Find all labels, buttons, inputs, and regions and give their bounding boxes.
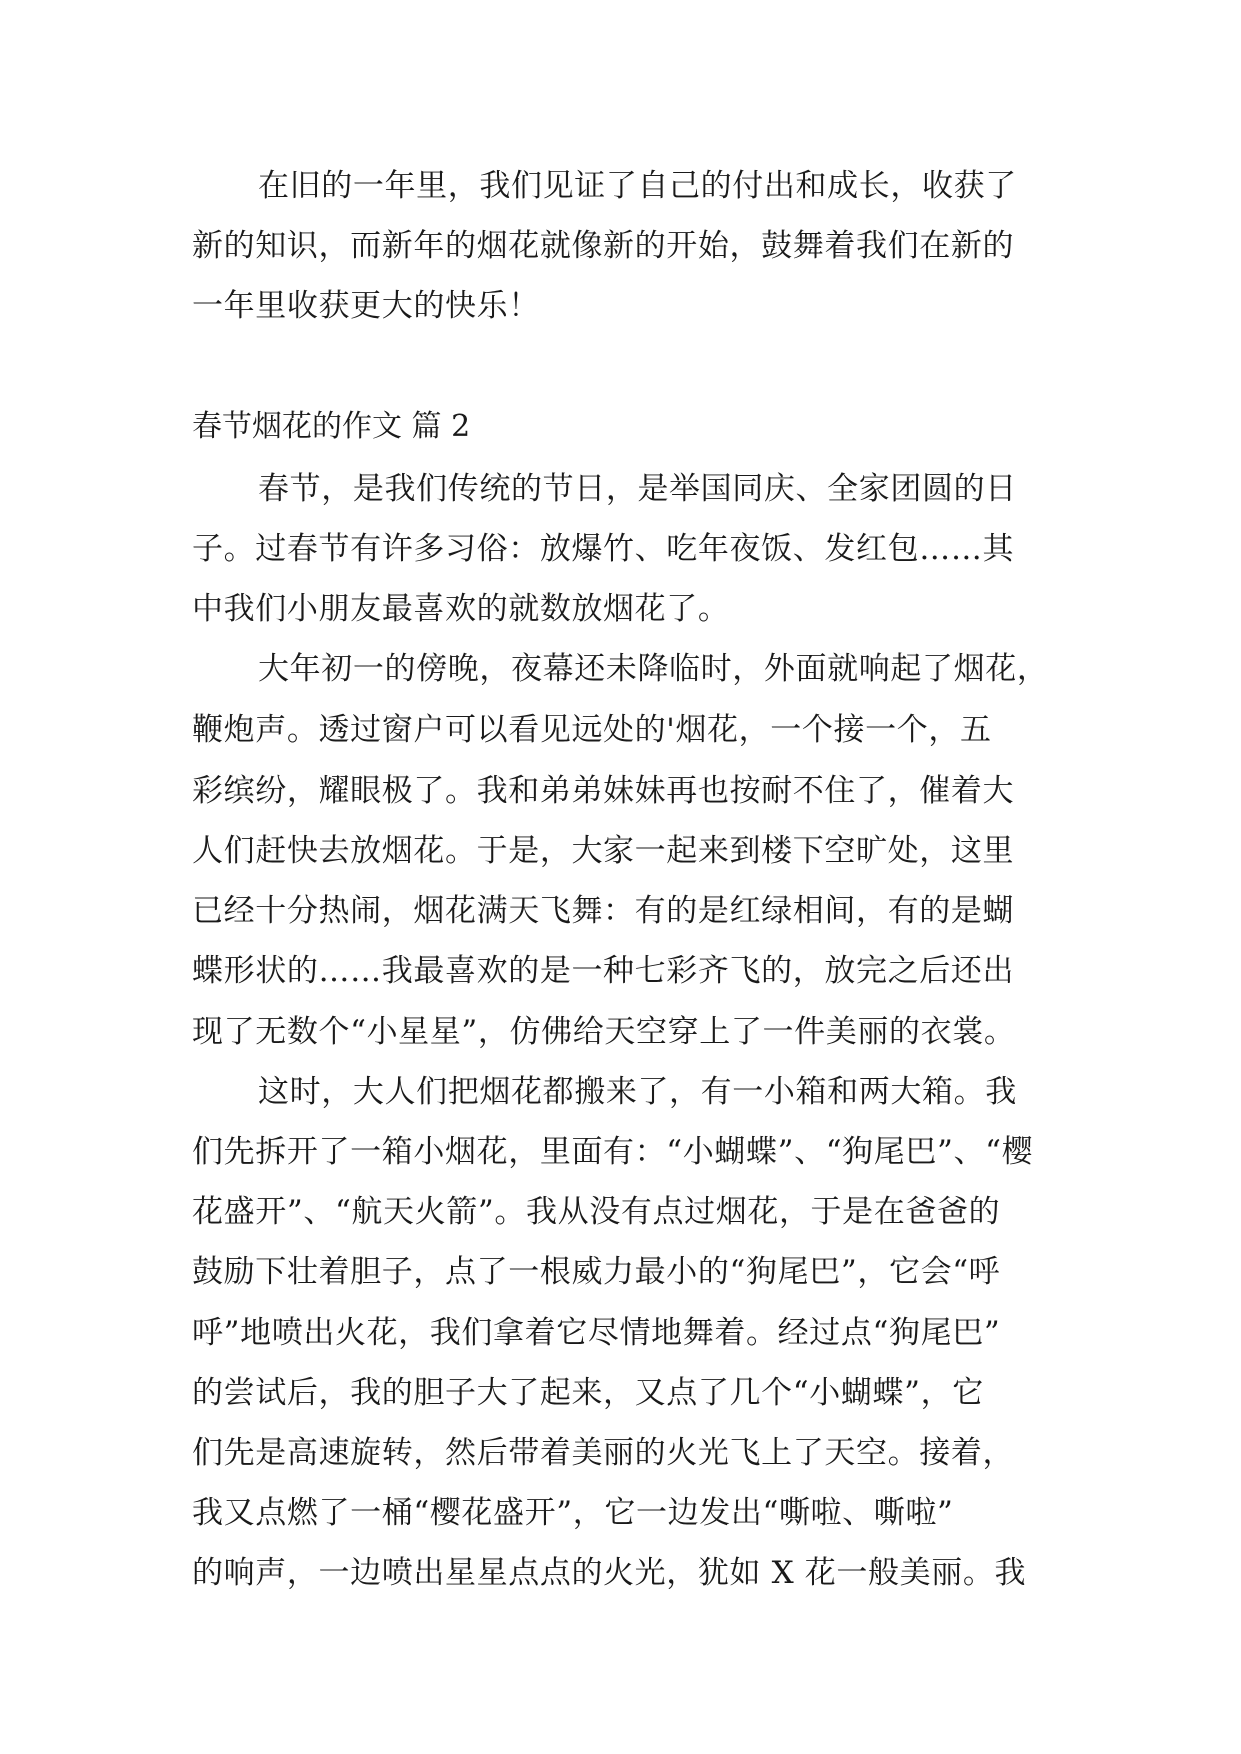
paragraph-4-line-9: 的响声，一边喷出星星点点的火光，犹如 X 花一般美丽。我	[192, 1555, 1027, 1591]
paragraph-4-line-2: 们先拆开了一箱小烟花，里面有：“小蝴蝶”、“狗尾巴”、“樱	[192, 1134, 1034, 1170]
paragraph-4-line-5: 呼”地喷出火花，我们拿着它尽情地舞着。经过点“狗尾巴”	[192, 1315, 1001, 1351]
paragraph-4-line-7: 们先是高速旋转，然后带着美丽的火光飞上了天空。接着，	[192, 1435, 1015, 1471]
paragraph-3-line-4: 人们赶快去放烟花。于是，大家一起来到楼下空旷处，这里	[192, 833, 1015, 869]
paragraph-3-line-7: 现了无数个“小星星”，仿佛给天空穿上了一件美丽的衣裳。	[192, 1014, 1016, 1050]
paragraph-3-line-3: 彩缤纷，耀眼极了。我和弟弟妹妹再也按耐不住了，催着大	[192, 773, 1015, 809]
paragraph-4-line-1: 这时，大人们把烟花都搬来了，有一小箱和两大箱。我	[258, 1074, 1017, 1110]
paragraph-4-line-3: 花盛开”、“航天火箭”。我从没有点过烟花，于是在爸爸的	[192, 1194, 1001, 1230]
paragraph-3-line-1: 大年初一的傍晚，夜幕还未降临时，外面就响起了烟花，	[258, 651, 1049, 687]
paragraph-4-line-6: 的尝试后，我的胆子大了起来，又点了几个“小蝴蝶”，它	[192, 1375, 984, 1411]
paragraph-3-line-6: 蝶形状的……我最喜欢的是一种七彩齐飞的，放完之后还出	[192, 953, 1015, 989]
paragraph-4-line-4: 鼓励下壮着胆子，点了一根威力最小的“狗尾巴”，它会“呼	[192, 1254, 1001, 1290]
paragraph-1-line-3: 一年里收获更大的快乐！	[192, 288, 540, 324]
paragraph-3-line-2: 鞭炮声。透过窗户可以看见远处的'烟花，一个接一个，五	[192, 712, 992, 748]
paragraph-1-line-1: 在旧的一年里，我们见证了自己的付出和成长，收获了	[258, 168, 1017, 204]
paragraph-4-line-8: 我又点燃了一桶“樱花盛开”，它一边发出“嘶啦、嘶啦”	[192, 1495, 954, 1531]
paragraph-3-line-5: 已经十分热闹，烟花满天飞舞：有的是红绿相间，有的是蝴	[192, 893, 1015, 929]
paragraph-2-line-2: 子。过春节有许多习俗：放爆竹、吃年夜饭、发红包……其	[192, 531, 1015, 567]
paragraph-1-line-2: 新的知识，而新年的烟花就像新的开始，鼓舞着我们在新的	[192, 228, 1015, 264]
section-title: 春节烟花的作文 篇 2	[192, 409, 471, 444]
paragraph-2-line-1: 春节，是我们传统的节日，是举国同庆、全家团圆的日	[258, 471, 1017, 507]
paragraph-2-line-3: 中我们小朋友最喜欢的就数放烟花了。	[192, 591, 730, 627]
